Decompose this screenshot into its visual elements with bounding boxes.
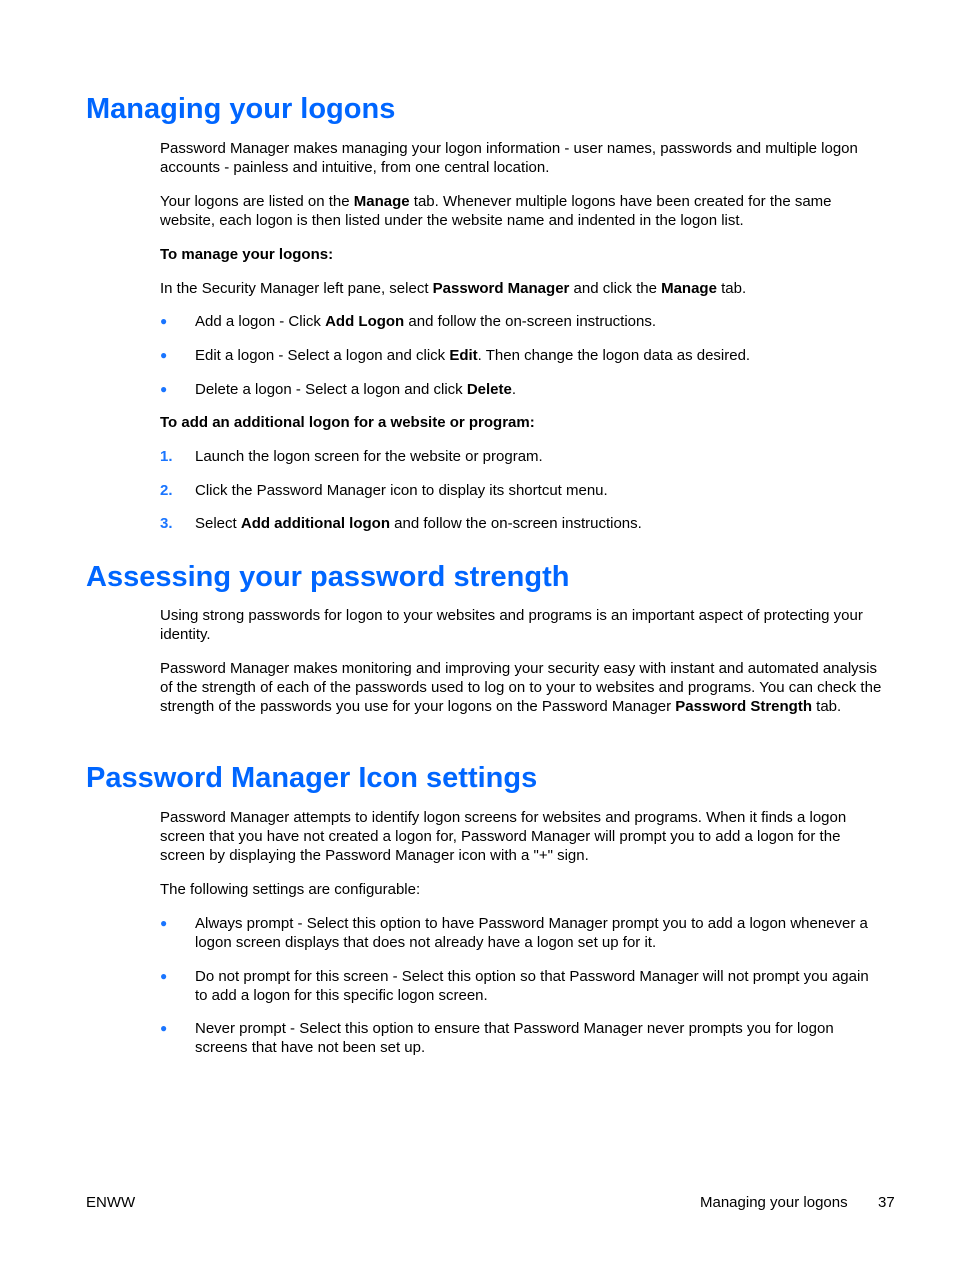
step-number: 2. <box>160 482 173 499</box>
paragraph: Using strong passwords for logon to your websites and programs is an important aspect of protecting your identity. <box>160 607 863 643</box>
procedure-title: To manage your logons: <box>160 246 334 263</box>
procedure-title: To add an additional logon for a website or program: <box>160 414 535 431</box>
step-number: 3. <box>160 515 173 532</box>
footer-section-title: Managing your logons <box>700 1194 848 1211</box>
paragraph: Password Manager makes monitoring and improving your security easy with instant and automated analysis of the strength of each of the passwords used to log on to your to websites and programs. You can check the strength of the passwords you use for your logons on the Password Manager Password Strength tab. <box>160 660 882 715</box>
bullet-icon: ● <box>160 969 168 983</box>
heading-assessing-password-strength: Assessing your password strength <box>86 561 570 593</box>
footer-page-number: 37 <box>878 1194 895 1211</box>
heading-icon-settings: Password Manager Icon settings <box>86 762 538 794</box>
paragraph: Password Manager attempts to identify logon screens for websites and programs. When it finds a logon screen that you have not created a logon for, Password Manager will prompt you to add a logon for the screen by displaying the Password Manager icon with a "+" sign. <box>160 809 847 864</box>
bullet-icon: ● <box>160 314 168 328</box>
heading-managing-logons: Managing your logons <box>86 93 396 125</box>
paragraph: Password Manager makes managing your logon information - user names, passwords and multiple logon accounts - painless and intuitive, from one central location. <box>160 140 858 176</box>
bullet-icon: ● <box>160 348 168 362</box>
paragraph: The following settings are configurable: <box>160 881 421 898</box>
document-page: Managing your logons Password Manager makes managing your logon information - user names, passwords and multiple logon accounts - painless and intuitive, from one central location. Your logons are listed on the Manage tab. Whenever multiple logons have been created for the same website, each logon is then listed under the website name and indented in the logon list. To manage your logons: In the Security Manager left pane, select Password Manager and click the Manage tab. ● Add a logon - Click Add Logon and follow the on-screen instructions. ● Edit a logon - Select a logon and click Edit. Then change the logon data as desired. ● Delete a logon - Select a logon and click Delete. To add an additional logon for a website or program: 1. Launch the logon screen for the website or program. 2. Click the Password Manager icon to display its shortcut menu. 3. Select Add additional logon and follow the on-screen instructions. Assessing your password strength Using strong passwords for logon to your websites and programs is an important aspect of protecting your identity. Password Manager makes monitoring and improving your security easy with instant and automated analysis of the strength of each of the passwords used to log on to your to websites and programs. You can check the strength of the passwords you use for your logons on the Password Manager Password Strength tab. Password Manager Icon settings Password Manager attempts to identify logon screens for websites and programs. When it finds a logon screen that you have not created a logon for, Password Manager will prompt you to add a logon for the screen by displaying the Password Manager icon with a "+" sign. The following settings are configurable: ● Always prompt - Select this option to have Password Manager prompt you to add a logon whenever a logon screen displays that does not already have a logon set up for it. ● Do not prompt for this screen - Select this option so that Password Manager will not prompt you again to add a logon for this specific logon screen. ● Never prompt - Select this option to ensure that Password Manager never prompts you for logon screens that have not been set up. ENWW Managing your logons 37 <box>86 93 895 1211</box>
step-number: 1. <box>160 448 173 465</box>
bullet-icon: ● <box>160 916 168 930</box>
bullet-icon: ● <box>160 382 168 396</box>
paragraph: Your logons are listed on the Manage tab. Whenever multiple logons have been created for the same website, each logon is then listed under the website name and indented in the logon list. <box>160 193 832 229</box>
paragraph: In the Security Manager left pane, select Password Manager and click the Manage tab. <box>160 280 747 297</box>
footer-left-label: ENWW <box>86 1194 136 1211</box>
bullet-icon: ● <box>160 1021 168 1035</box>
